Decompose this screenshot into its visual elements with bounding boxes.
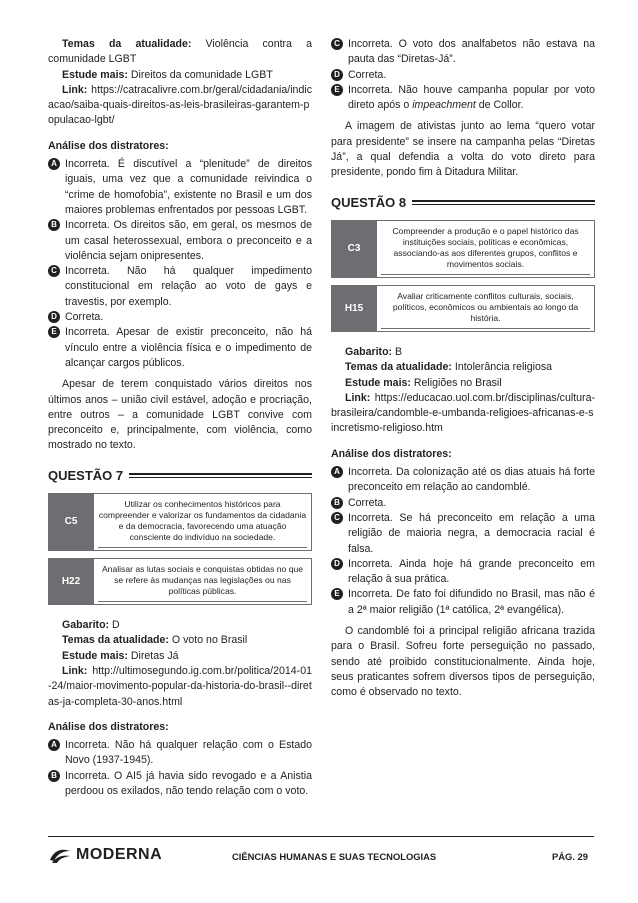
moderna-logo-icon bbox=[48, 846, 72, 864]
question-7-title: QUESTÃO 7 bbox=[48, 467, 124, 483]
letter-a-icon: A bbox=[48, 158, 60, 170]
option-e: E Incorreta. De fato foi difundido no Brasil, mas não é a 2ª maior religião (1ª católica, 2ª evangélica). bbox=[331, 587, 595, 618]
option-d: D Correta. bbox=[331, 68, 595, 83]
competency-c5 bbox=[48, 493, 312, 551]
letter-d-icon: D bbox=[48, 311, 60, 323]
estude-line: Estude mais: Religiões no Brasil bbox=[345, 376, 502, 389]
letter-b-icon: B bbox=[48, 770, 60, 782]
competency-code: C3 bbox=[331, 220, 377, 278]
divider bbox=[129, 473, 312, 478]
letter-e-icon: E bbox=[48, 326, 60, 338]
footer-divider bbox=[48, 836, 594, 837]
option-c: C Incorreta. Não há qualquer impedimento constitucional em relação ao voto de gays e travestis, por exemplo. bbox=[48, 264, 312, 310]
estude-line: Estude mais: Diretas Já bbox=[62, 649, 179, 662]
option-c: C Incorreta. Se há preconceito em relação a uma religião de maioria negra, a democracia racial é falsa. bbox=[331, 511, 595, 557]
paragraph: Apesar de terem conquistado vários direitos nos últimos anos – união civil estável, adoção e procriação, entre outros – a comunidade LGBT convive com preconceito e, principalmente, com violência, como mostrado no texto. bbox=[48, 378, 312, 452]
competency-h15 bbox=[331, 285, 595, 332]
option-e: E Incorreta. Apesar de existir preconceito, não há vínculo entre a violência física e o impedimento de alcançar cargos públicos. bbox=[48, 325, 312, 371]
gabarito-line: Gabarito: B bbox=[345, 345, 403, 358]
left-column bbox=[48, 37, 312, 799]
analysis-heading: Análise dos distratores: bbox=[48, 139, 169, 152]
link-line: Link: https://catracalivre.com.br/geral/cidadania/indicacao/saiba-quais-direitos-as-leis-brasileiras-garantem-populacao-lgbt/ bbox=[48, 83, 312, 127]
competency-code: H15 bbox=[331, 285, 377, 332]
letter-c-icon: C bbox=[331, 512, 343, 524]
letter-e-icon: E bbox=[331, 84, 343, 96]
temas-line: Temas da atualidade: Intolerância religiosa bbox=[345, 361, 553, 374]
option-d: D Correta. bbox=[48, 310, 312, 325]
letter-d-icon: D bbox=[331, 69, 343, 81]
letter-c-icon: C bbox=[331, 38, 343, 50]
competency-code: C5 bbox=[48, 493, 94, 551]
option-c: C Incorreta. O voto dos analfabetos não estava na pauta das “Diretas-Já”. bbox=[331, 37, 595, 68]
page-number: PÁG. 29 bbox=[552, 851, 588, 862]
logo-text: MODERNA bbox=[76, 846, 163, 863]
footer-subject: CIÊNCIAS HUMANAS E SUAS TECNOLOGIAS bbox=[232, 851, 437, 862]
competency-h22 bbox=[48, 558, 312, 605]
link-line: Link: http://ultimosegundo.ig.com.br/politica/2014-01-24/maior-movimento-popular-da-historia-do-brasil--diretas-ja-completa-30-anos.html bbox=[48, 664, 312, 708]
option-b: B Correta. bbox=[331, 496, 595, 511]
competency-text: Avaliar criticamente conflitos culturais, sociais, políticos, econômicos ou ambientais ao longo da história. bbox=[377, 285, 595, 332]
estude-line: Estude mais: Direitos da comunidade LGBT bbox=[62, 68, 273, 81]
letter-c-icon: C bbox=[48, 265, 60, 277]
paragraph: O candomblé foi a principal religião africana trazida para o Brasil. Sofreu forte perseguição no passado, sendo até proibido constitucionalmente. Ainda hoje, seus praticantes sofrem diversos tipos de perseguição, como é observado no texto. bbox=[331, 625, 595, 699]
competency-code: H22 bbox=[48, 558, 94, 605]
letter-b-icon: B bbox=[48, 219, 60, 231]
paragraph: A imagem de ativistas junto ao lema “quero votar para presidente” se insere na campanha pelas “Diretas Já”, a qual defendia a volta do voto direto para presidente, pondo fim à Ditadura Militar. bbox=[331, 120, 595, 179]
competency-text: Utilizar os conhecimentos históricos para compreender e valorizar os fundamentos da cidadania e da democracia, favorecendo uma atuação consciente do indivíduo na sociedade. bbox=[94, 493, 312, 551]
letter-d-icon: D bbox=[331, 558, 343, 570]
competency-text: Compreender a produção e o papel histórico das instituições sociais, políticas e econômicas, associando-as aos diferentes grupos, conflitos e movimentos sociais. bbox=[377, 220, 595, 278]
letter-a-icon: A bbox=[48, 739, 60, 751]
option-a: A Incorreta. Da colonização até os dias atuais há forte preconceito em relação ao candomblé. bbox=[331, 465, 595, 496]
option-a: A Incorreta. Não há qualquer relação com o Estado Novo (1937-1945). bbox=[48, 738, 312, 769]
temas-line: Temas da atualidade: Violência contra a comunidade LGBT bbox=[48, 38, 313, 66]
option-a: A Incorreta. É discutível a “plenitude” de direitos iguais, uma vez que a comunidade reivindica o “crime de homofobia”, existente no Brasil e um dos maiores problemas enfrentados por pessoas LGBT. bbox=[48, 157, 312, 218]
option-d: D Incorreta. Ainda hoje há grande preconceito em relação à sua prática. bbox=[331, 557, 595, 588]
question-7-header bbox=[48, 468, 312, 483]
divider bbox=[412, 200, 595, 205]
letter-a-icon: A bbox=[331, 466, 343, 478]
moderna-logo bbox=[48, 846, 162, 864]
option-b: B Incorreta. Os direitos são, em geral, os mesmos de um casal heterossexual, embora o preconceito e a violência sejam onipresentes. bbox=[48, 218, 312, 264]
analysis-heading: Análise dos distratores: bbox=[331, 447, 452, 460]
analysis-heading: Análise dos distratores: bbox=[48, 720, 169, 733]
letter-b-icon: B bbox=[331, 497, 343, 509]
competency-text: Analisar as lutas sociais e conquistas obtidas no que se refere às mudanças nas legislações ou nas políticas públicas. bbox=[94, 558, 312, 605]
gabarito-line: Gabarito: D bbox=[62, 619, 120, 632]
temas-line: Temas da atualidade: O voto no Brasil bbox=[62, 634, 248, 647]
question-8-title: QUESTÃO 8 bbox=[331, 194, 407, 210]
right-column bbox=[331, 37, 595, 701]
competency-c3 bbox=[331, 220, 595, 278]
question-8-header bbox=[331, 195, 595, 210]
letter-e-icon: E bbox=[331, 588, 343, 600]
option-e: E Incorreta. Não houve campanha popular por voto direto após o impeachment de Collor. bbox=[331, 83, 595, 114]
link-line: Link: https://educacao.uol.com.br/disciplinas/cultura-brasileira/candomble-e-umbanda-religioes-africanas-e-sincretismo-religioso.htm bbox=[331, 391, 595, 435]
option-b: B Incorreta. O AI5 já havia sido revogado e a Anistia perdoou os exilados, não tendo relação com o voto. bbox=[48, 769, 312, 800]
